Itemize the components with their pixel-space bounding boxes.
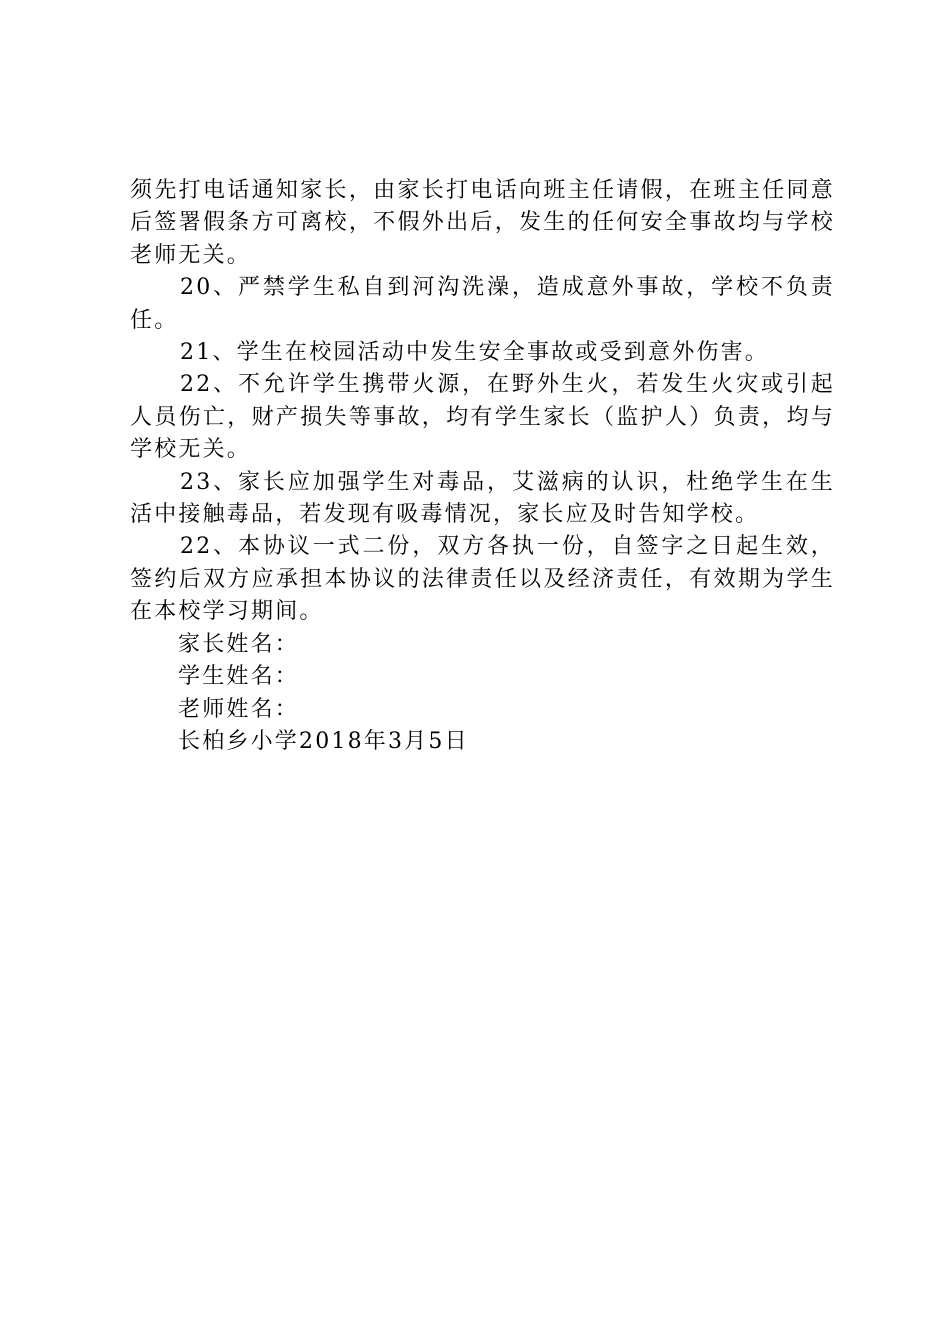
document-body [130,175,835,758]
paragraph-item-23: 23、家长应加强学生对毒品，艾滋病的认识，杜绝学生在生活中接触毒品，若发现有吸毒情况，家长应及时告知学校。 [130,469,835,528]
paragraph-item-20: 20、严禁学生私自到河沟洗澡，造成意外事故，学校不负责任。 [130,275,835,333]
paragraph-item-22-fire: 22、不允许学生携带火源，在野外生火，若发生火灾或引起人员伤亡，财产损失等事故，均有学生家长（监护人）负责，均与学校无关。 [130,372,835,463]
paragraph-item-22-agreement: 22、本协议一式二份，双方各执一份，自签字之日起生效，签约后双方应承担本协议的法律责任以及经济责任，有效期为学生在本校学习期间。 [130,534,835,625]
parent-name-label: 家长姓名： [178,631,300,657]
paragraph-item-21: 21、学生在校园活动中发生安全事故或受到意外伤害。 [180,340,769,366]
school-date-line: 长柏乡小学2018年3月5日 [178,728,469,754]
paragraph-leave-request: 须先打电话通知家长，由家长打电话向班主任请假，在班主任同意后签署假条方可离校，不假外出后，发生的任何安全事故均与学校老师无关。 [130,178,835,268]
student-name-label: 学生姓名： [178,664,300,690]
teacher-name-label: 老师姓名： [178,696,300,722]
